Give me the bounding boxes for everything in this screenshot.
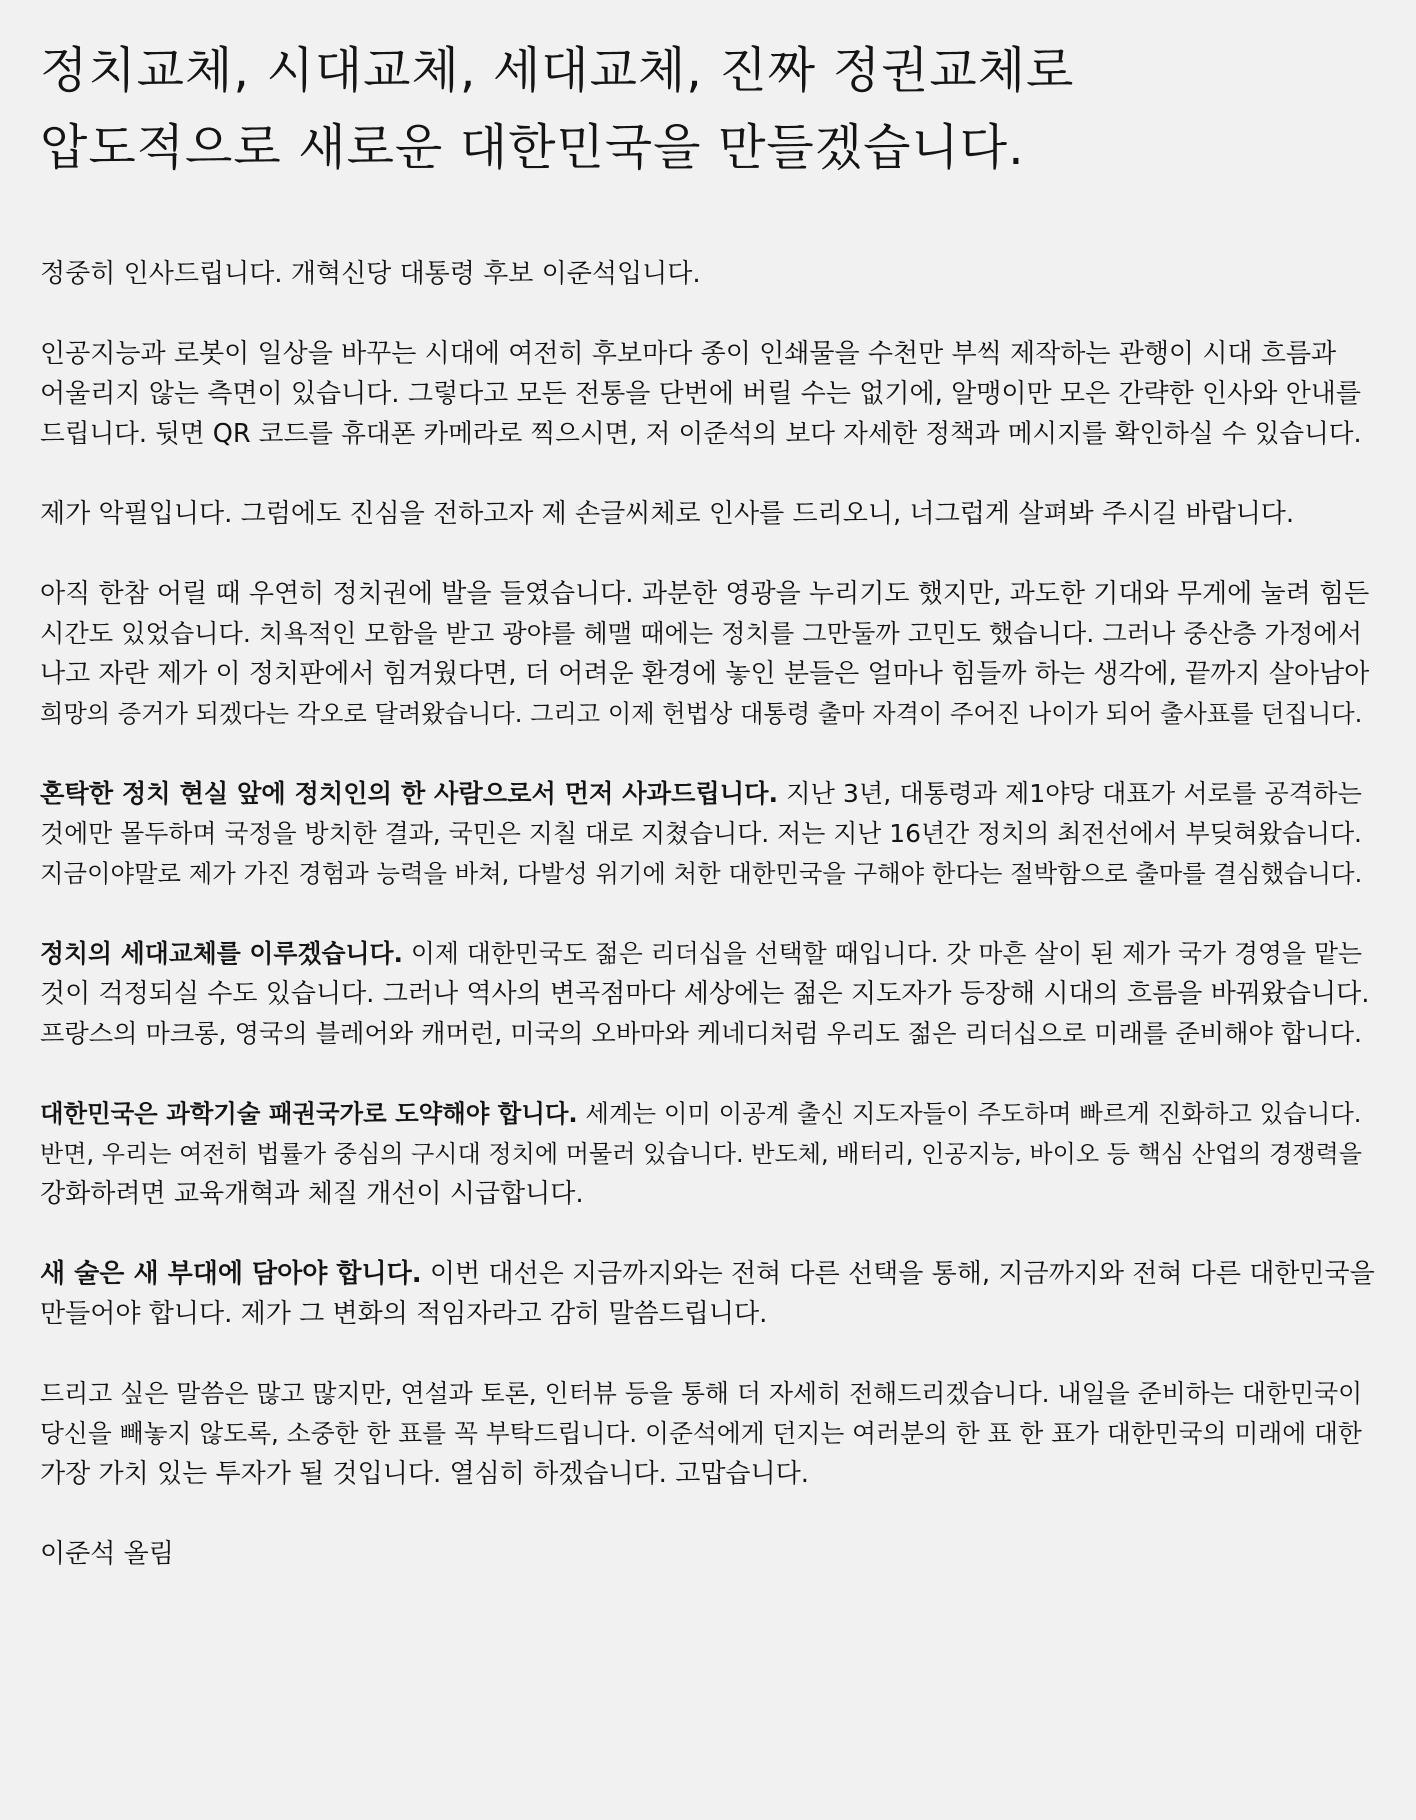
paragraph-line: 프랑스의 마크롱, 영국의 블레어와 캐머런, 미국의 오바마와 케네디처럼 우리도 젊은 리더십으로 미래를 준비해야 합니다. — [40, 1019, 1362, 1048]
paragraph-line — [40, 1094, 1376, 1134]
paragraph-line: 희망의 증거가 되겠다는 각오로 달려왔습니다. 그리고 이제 헌법상 대통령 출마 자격이 주어진 나이가 되어 출사표를 던집니다. — [40, 700, 1363, 728]
letter-page — [40, 32, 1376, 1574]
paragraph-line: 드리고 싶은 말씀은 많고 많지만, 연설과 토론, 인터뷰 등을 통해 더 자세히 전해드리겠습니다. 내일을 준비하는 대한민국이 — [40, 1379, 1363, 1408]
paragraph-line — [40, 774, 1376, 814]
paragraph-printed-material — [40, 334, 1376, 454]
paragraph-text: 세계는 이미 이공계 출신 지도자들이 주도하며 빠르게 진화하고 있습니다. — [577, 1099, 1362, 1128]
paragraph-greeting — [40, 254, 1376, 294]
paragraph-lead: 새 술은 새 부대에 담아야 합니다. — [40, 1259, 422, 1289]
paragraph-line: 만들어야 합니다. 제가 그 변화의 적임자라고 감히 말씀드립니다. — [40, 1299, 768, 1329]
paragraph-line: 드립니다. 뒷면 QR 코드를 휴대폰 카메라로 찍으시면, 저 이준석의 보다 자세한 정책과 메시지를 확인하실 수 있습니다. — [40, 419, 1362, 449]
paragraph-line: 제가 악필입니다. 그럼에도 진심을 전하고자 제 손글씨체로 인사를 드리오니, 너그럽게 살펴봐 주시길 바랍니다. — [40, 499, 1295, 529]
letter-body — [40, 254, 1376, 1574]
paragraph-lead: 정치의 세대교체를 이루겠습니다. — [40, 939, 403, 968]
paragraph-line: 가장 가치 있는 투자가 될 것입니다. 열심히 하겠습니다. 고맙습니다. — [40, 1459, 810, 1489]
paragraph-line: 정중히 인사드립니다. 개혁신당 대통령 후보 이준석입니다. — [40, 259, 701, 289]
paragraph-line: 시간도 있었습니다. 치욕적인 모함을 받고 광야를 헤맬 때에는 정치를 그만둘까 고민도 했습니다. 그러나 중산층 가정에서 — [40, 619, 1362, 648]
paragraph-handwriting — [40, 494, 1376, 534]
paragraph-text: 이번 대선은 지금까지와는 전혀 다른 선택을 통해, 지금까지와 전혀 다른 대한민국을 — [421, 1259, 1375, 1289]
paragraph-line: 당신을 빼놓지 않도록, 소중한 한 표를 꼭 부탁드립니다. 이준석에게 던지는 여러분의 한 표 한 표가 대한민국의 미래에 대한 — [40, 1419, 1362, 1448]
paragraph-line: 강화하려면 교육개혁과 체질 개선이 시급합니다. — [40, 1179, 584, 1209]
signature: 이준석 올림 — [40, 1539, 174, 1569]
paragraph-text: 지난 3년, 대통령과 제1야당 대표가 서로를 공격하는 — [778, 779, 1362, 808]
paragraph-line: 것이 걱정되실 수도 있습니다. 그러나 역사의 변곡점마다 세상에는 젊은 지도자가 등장해 시대의 흐름을 바꿔왔습니다. — [40, 979, 1370, 1009]
paragraph-science — [40, 1094, 1376, 1214]
paragraph-lead: 혼탁한 정치 현실 앞에 정치인의 한 사람으로서 먼저 사과드립니다. — [40, 779, 779, 808]
paragraph-line: 반면, 우리는 여전히 법률가 중심의 구시대 정치에 머물러 있습니다. 반도체, 배터리, 인공지능, 바이오 등 핵심 산업의 경쟁력을 — [40, 1140, 1362, 1168]
paragraph-line — [40, 934, 1376, 974]
paragraph-apology — [40, 774, 1376, 894]
paragraph-line: 인공지능과 로봇이 일상을 바꾸는 시대에 여전히 후보마다 종이 인쇄물을 수천만 부씩 제작하는 관행이 시대 흐름과 — [40, 339, 1337, 369]
paragraph-closing — [40, 1374, 1376, 1494]
paragraph-line: 아직 한참 어릴 때 우연히 정치권에 발을 들였습니다. 과분한 영광을 누리기도 했지만, 과도한 기대와 무게에 눌려 힘든 — [40, 579, 1370, 609]
paragraph-line: 것에만 몰두하며 국정을 방치한 결과, 국민은 지칠 대로 지쳤습니다. 저는 지난 16년간 정치의 최전선에서 부딪혀왔습니다. — [40, 819, 1362, 848]
paragraph-background — [40, 574, 1376, 734]
letter-title — [40, 32, 1376, 186]
paragraph-line: 지금이야말로 제가 가진 경험과 능력을 바쳐, 다발성 위기에 처한 대한민국을 구해야 한다는 절박함으로 출마를 결심했습니다. — [40, 859, 1363, 888]
paragraph-text: 이제 대한민국도 젊은 리더십을 선택할 때입니다. 갓 마흔 살이 된 제가 국가 경영을 맡는 — [402, 939, 1362, 968]
paragraph-line: 나고 자란 제가 이 정치판에서 힘겨웠다면, 더 어려운 환경에 놓인 분들은 얼마나 힘들까 하는 생각에, 끝까지 살아남아 — [40, 659, 1370, 689]
paragraph-new-wine — [40, 1254, 1376, 1334]
title-line-1: 정치교체, 시대교체, 세대교체, 진짜 정권교체로 — [40, 42, 1075, 99]
paragraph-generation — [40, 934, 1376, 1054]
paragraph-line: 어울리지 않는 측면이 있습니다. 그렇다고 모든 전통을 단번에 버릴 수는 없기에, 알맹이만 모은 간략한 인사와 안내를 — [40, 379, 1361, 409]
paragraph-line — [40, 1254, 1376, 1294]
paragraph-lead: 대한민국은 과학기술 패권국가로 도약해야 합니다. — [40, 1099, 578, 1128]
title-line-2: 압도적으로 새로운 대한민국을 만들겠습니다. — [40, 119, 1025, 176]
